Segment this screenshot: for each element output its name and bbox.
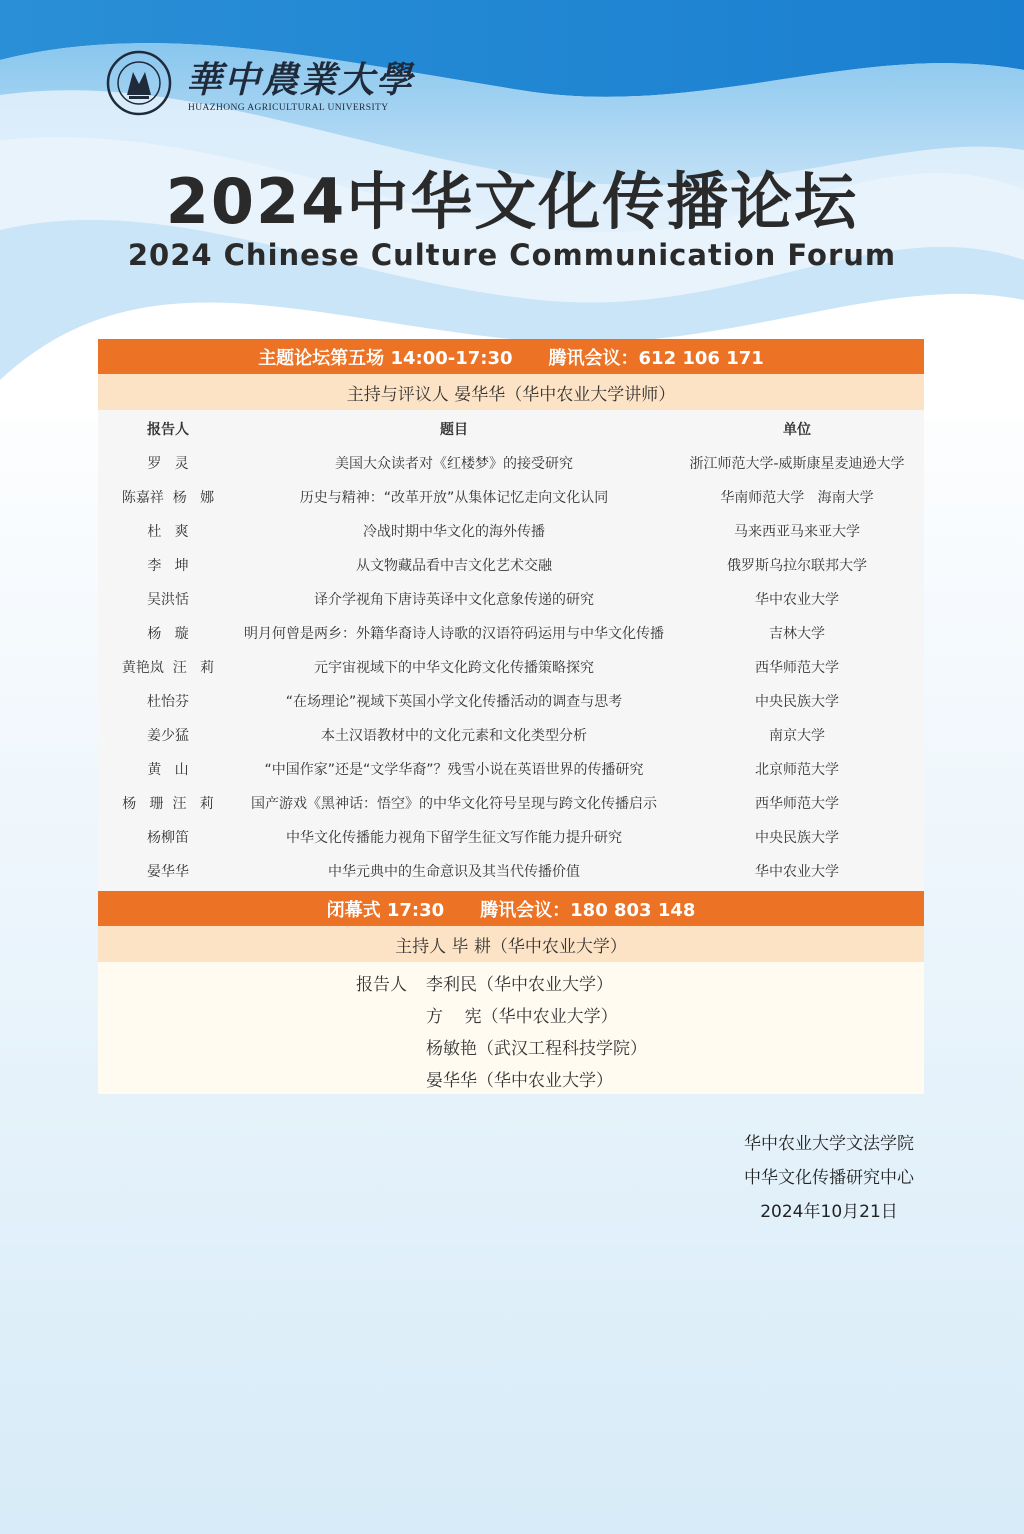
talk-topic: 美国大众读者对《红楼梦》的接受研究 xyxy=(335,456,573,472)
speaker-unit: 中央民族大学 xyxy=(755,694,839,710)
closing-header xyxy=(98,891,924,926)
speaker-name: 杨 璇 xyxy=(147,626,189,642)
schedule-table xyxy=(98,339,924,1094)
talk-topic: 历史与精神：“改革开放”从集体记忆走向文化认同 xyxy=(299,490,609,506)
speaker-unit: 北京师范大学 xyxy=(755,762,839,778)
table-row xyxy=(98,616,924,650)
talk-topic: 译介学视角下唐诗英译中文化意象传递的研究 xyxy=(314,592,594,608)
closing-heading: 闭幕式 17:30 xyxy=(326,899,445,921)
reporter: 李利民（华中农业大学） xyxy=(426,975,613,995)
talk-topic: 中华文化传播能力视角下留学生征文写作能力提升研究 xyxy=(286,830,622,846)
closing-reporters xyxy=(98,962,924,1094)
footer-signature xyxy=(744,1127,914,1229)
talk-topic: 明月何曾是两乡：外籍华裔诗人诗歌的汉语符码运用与中华文化传播 xyxy=(244,626,664,642)
speaker-name: 陈嘉祥 杨 娜 xyxy=(121,490,215,506)
column-header-name: 报告人 xyxy=(147,422,189,438)
speaker-name: 晏华华 xyxy=(147,864,189,880)
speaker-name: 黄艳岚 汪 莉 xyxy=(121,660,215,676)
talk-topic: “中国作家”还是“文学华裔”？残雪小说在英语世界的传播研究 xyxy=(264,762,644,778)
closing-host: 主持人 毕 耕（华中农业大学） xyxy=(98,926,924,962)
page-title-cn: 2024中华文化传播论坛 xyxy=(165,165,859,238)
footer-org-1: 华中农业大学文法学院 xyxy=(744,1134,914,1154)
reporter: 杨敏艳（武汉工程科技学院） xyxy=(426,1039,647,1059)
session-meeting-id: 腾讯会议：612 106 171 xyxy=(548,347,764,369)
table-row xyxy=(98,582,924,616)
table-row xyxy=(98,650,924,684)
speaker-name: 杜怡芬 xyxy=(147,694,189,710)
talk-topic: 冷战时期中华文化的海外传播 xyxy=(363,524,545,540)
closing-meeting-id: 腾讯会议：180 803 148 xyxy=(480,899,696,921)
speaker-unit: 华中农业大学 xyxy=(755,592,839,608)
table-row xyxy=(98,480,924,514)
speaker-unit: 南京大学 xyxy=(769,728,825,744)
speaker-name: 李 坤 xyxy=(147,558,189,574)
talk-topic: 国产游戏《黑神话：悟空》的中华文化符号呈现与跨文化传播启示 xyxy=(251,796,657,812)
page-title-en: 2024 Chinese Culture Communication Forum xyxy=(127,238,897,272)
speaker-name: 黄 山 xyxy=(147,762,189,778)
table-row xyxy=(98,786,924,820)
talk-topic: “在场理论”视域下英国小学文化传播活动的调查与思考 xyxy=(285,694,623,710)
footer-org-2: 中华文化传播研究中心 xyxy=(744,1168,914,1188)
talk-topic: 从文物藏品看中吉文化艺术交融 xyxy=(356,558,552,574)
speaker-name: 杨 珊 汪 莉 xyxy=(122,796,214,812)
talk-topic: 本土汉语教材中的文化元素和文化类型分析 xyxy=(321,728,587,744)
speaker-unit: 西华师范大学 xyxy=(755,796,839,812)
column-header-unit: 单位 xyxy=(783,422,811,438)
university-name-cn: 華中農業大學 xyxy=(186,59,415,101)
footer-date: 2024年10月21日 xyxy=(760,1202,898,1222)
speaker-name: 姜少猛 xyxy=(147,728,189,744)
reporter: 方 宪（华中农业大学） xyxy=(426,1007,618,1027)
speaker-unit: 吉林大学 xyxy=(769,626,825,642)
speaker-name: 吴洪恬 xyxy=(147,592,189,608)
speaker-unit: 华中农业大学 xyxy=(755,864,839,880)
talk-topic: 中华元典中的生命意识及其当代传播价值 xyxy=(328,864,580,880)
speaker-name: 杜 爽 xyxy=(147,524,189,540)
speaker-unit: 马来西亚马来亚大学 xyxy=(734,524,860,540)
university-name-en: HUAZHONG AGRICULTURAL UNIVERSITY xyxy=(188,103,389,113)
table-row xyxy=(98,548,924,582)
column-header-topic: 题目 xyxy=(440,422,468,438)
speaker-unit: 俄罗斯乌拉尔联邦大学 xyxy=(727,558,867,574)
session-rows xyxy=(98,410,924,891)
reporter: 晏华华（华中农业大学） xyxy=(426,1071,613,1091)
session-header xyxy=(98,339,924,374)
table-header xyxy=(98,412,924,446)
university-logo xyxy=(106,48,415,118)
speaker-unit: 华南师范大学 海南大学 xyxy=(720,490,874,506)
speaker-unit: 中央民族大学 xyxy=(755,830,839,846)
speaker-name: 杨柳笛 xyxy=(147,830,189,846)
table-row xyxy=(98,446,924,480)
speaker-unit: 浙江师范大学-威斯康星麦迪逊大学 xyxy=(689,456,905,472)
speaker-unit: 西华师范大学 xyxy=(755,660,839,676)
table-row xyxy=(98,514,924,548)
speaker-name: 罗 灵 xyxy=(147,456,189,472)
session-host: 主持与评议人 晏华华（华中农业大学讲师） xyxy=(98,374,924,410)
table-row xyxy=(98,718,924,752)
table-row xyxy=(98,752,924,786)
talk-topic: 元宇宙视域下的中华文化跨文化传播策略探究 xyxy=(314,660,594,676)
table-row xyxy=(98,854,924,888)
reporters-label: 报告人 xyxy=(356,975,407,995)
table-row xyxy=(98,820,924,854)
session-heading: 主题论坛第五场 14:00-17:30 xyxy=(258,347,513,369)
university-seal-icon xyxy=(106,50,172,116)
table-row xyxy=(98,684,924,718)
